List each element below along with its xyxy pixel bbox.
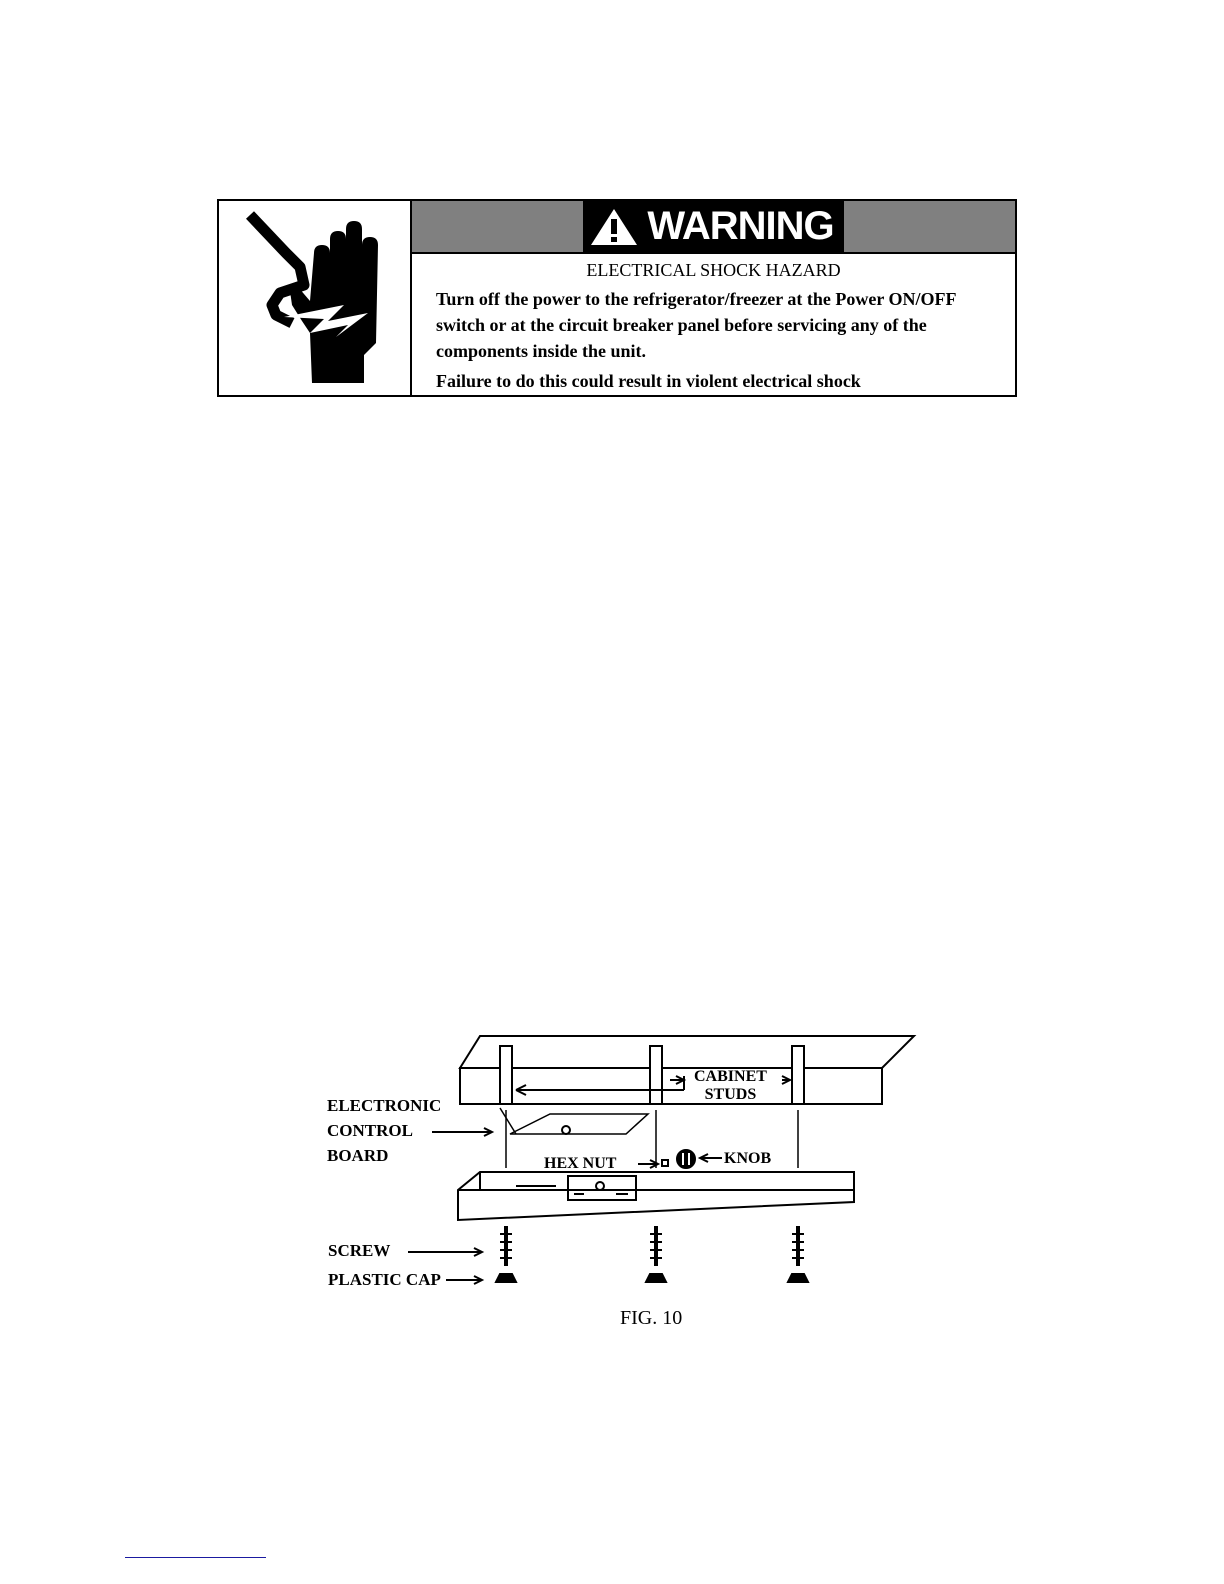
plastic-cap-label: PLASTIC CAP xyxy=(328,1270,441,1289)
knob-label: KNOB xyxy=(724,1150,772,1167)
hazard-title: ELECTRICAL SHOCK HAZARD xyxy=(586,260,841,280)
exclamation-triangle-icon xyxy=(589,207,639,247)
signal-word-text: WARNING xyxy=(647,204,834,248)
warning-banner xyxy=(412,201,1015,254)
hazard-symbol-cell xyxy=(219,201,412,395)
electric-shock-hand-icon xyxy=(240,205,390,391)
warning-instruction: Turn off the power to the refrigerator/freezer at the Power ON/OFF switch or at the circuit breaker panel before servicing any of the components inside the unit. xyxy=(436,289,956,361)
electrical-shock-warning xyxy=(217,199,1017,397)
fig-10-diagram xyxy=(320,1030,920,1290)
warning-consequence: Failure to do this could result in violent electrical shock xyxy=(436,371,861,391)
signal-word-label xyxy=(583,201,843,252)
figure-caption: FIG. 10 xyxy=(620,1307,683,1329)
footnote-separator xyxy=(125,1557,266,1558)
screw-label: SCREW xyxy=(328,1241,391,1260)
hex-nut-label: HEX NUT xyxy=(544,1155,617,1172)
electronic-control-board-label: ELECTRONIC CONTROL BOARD xyxy=(327,1096,442,1165)
cabinet-studs-label: CABINET STUDS xyxy=(694,1068,767,1103)
